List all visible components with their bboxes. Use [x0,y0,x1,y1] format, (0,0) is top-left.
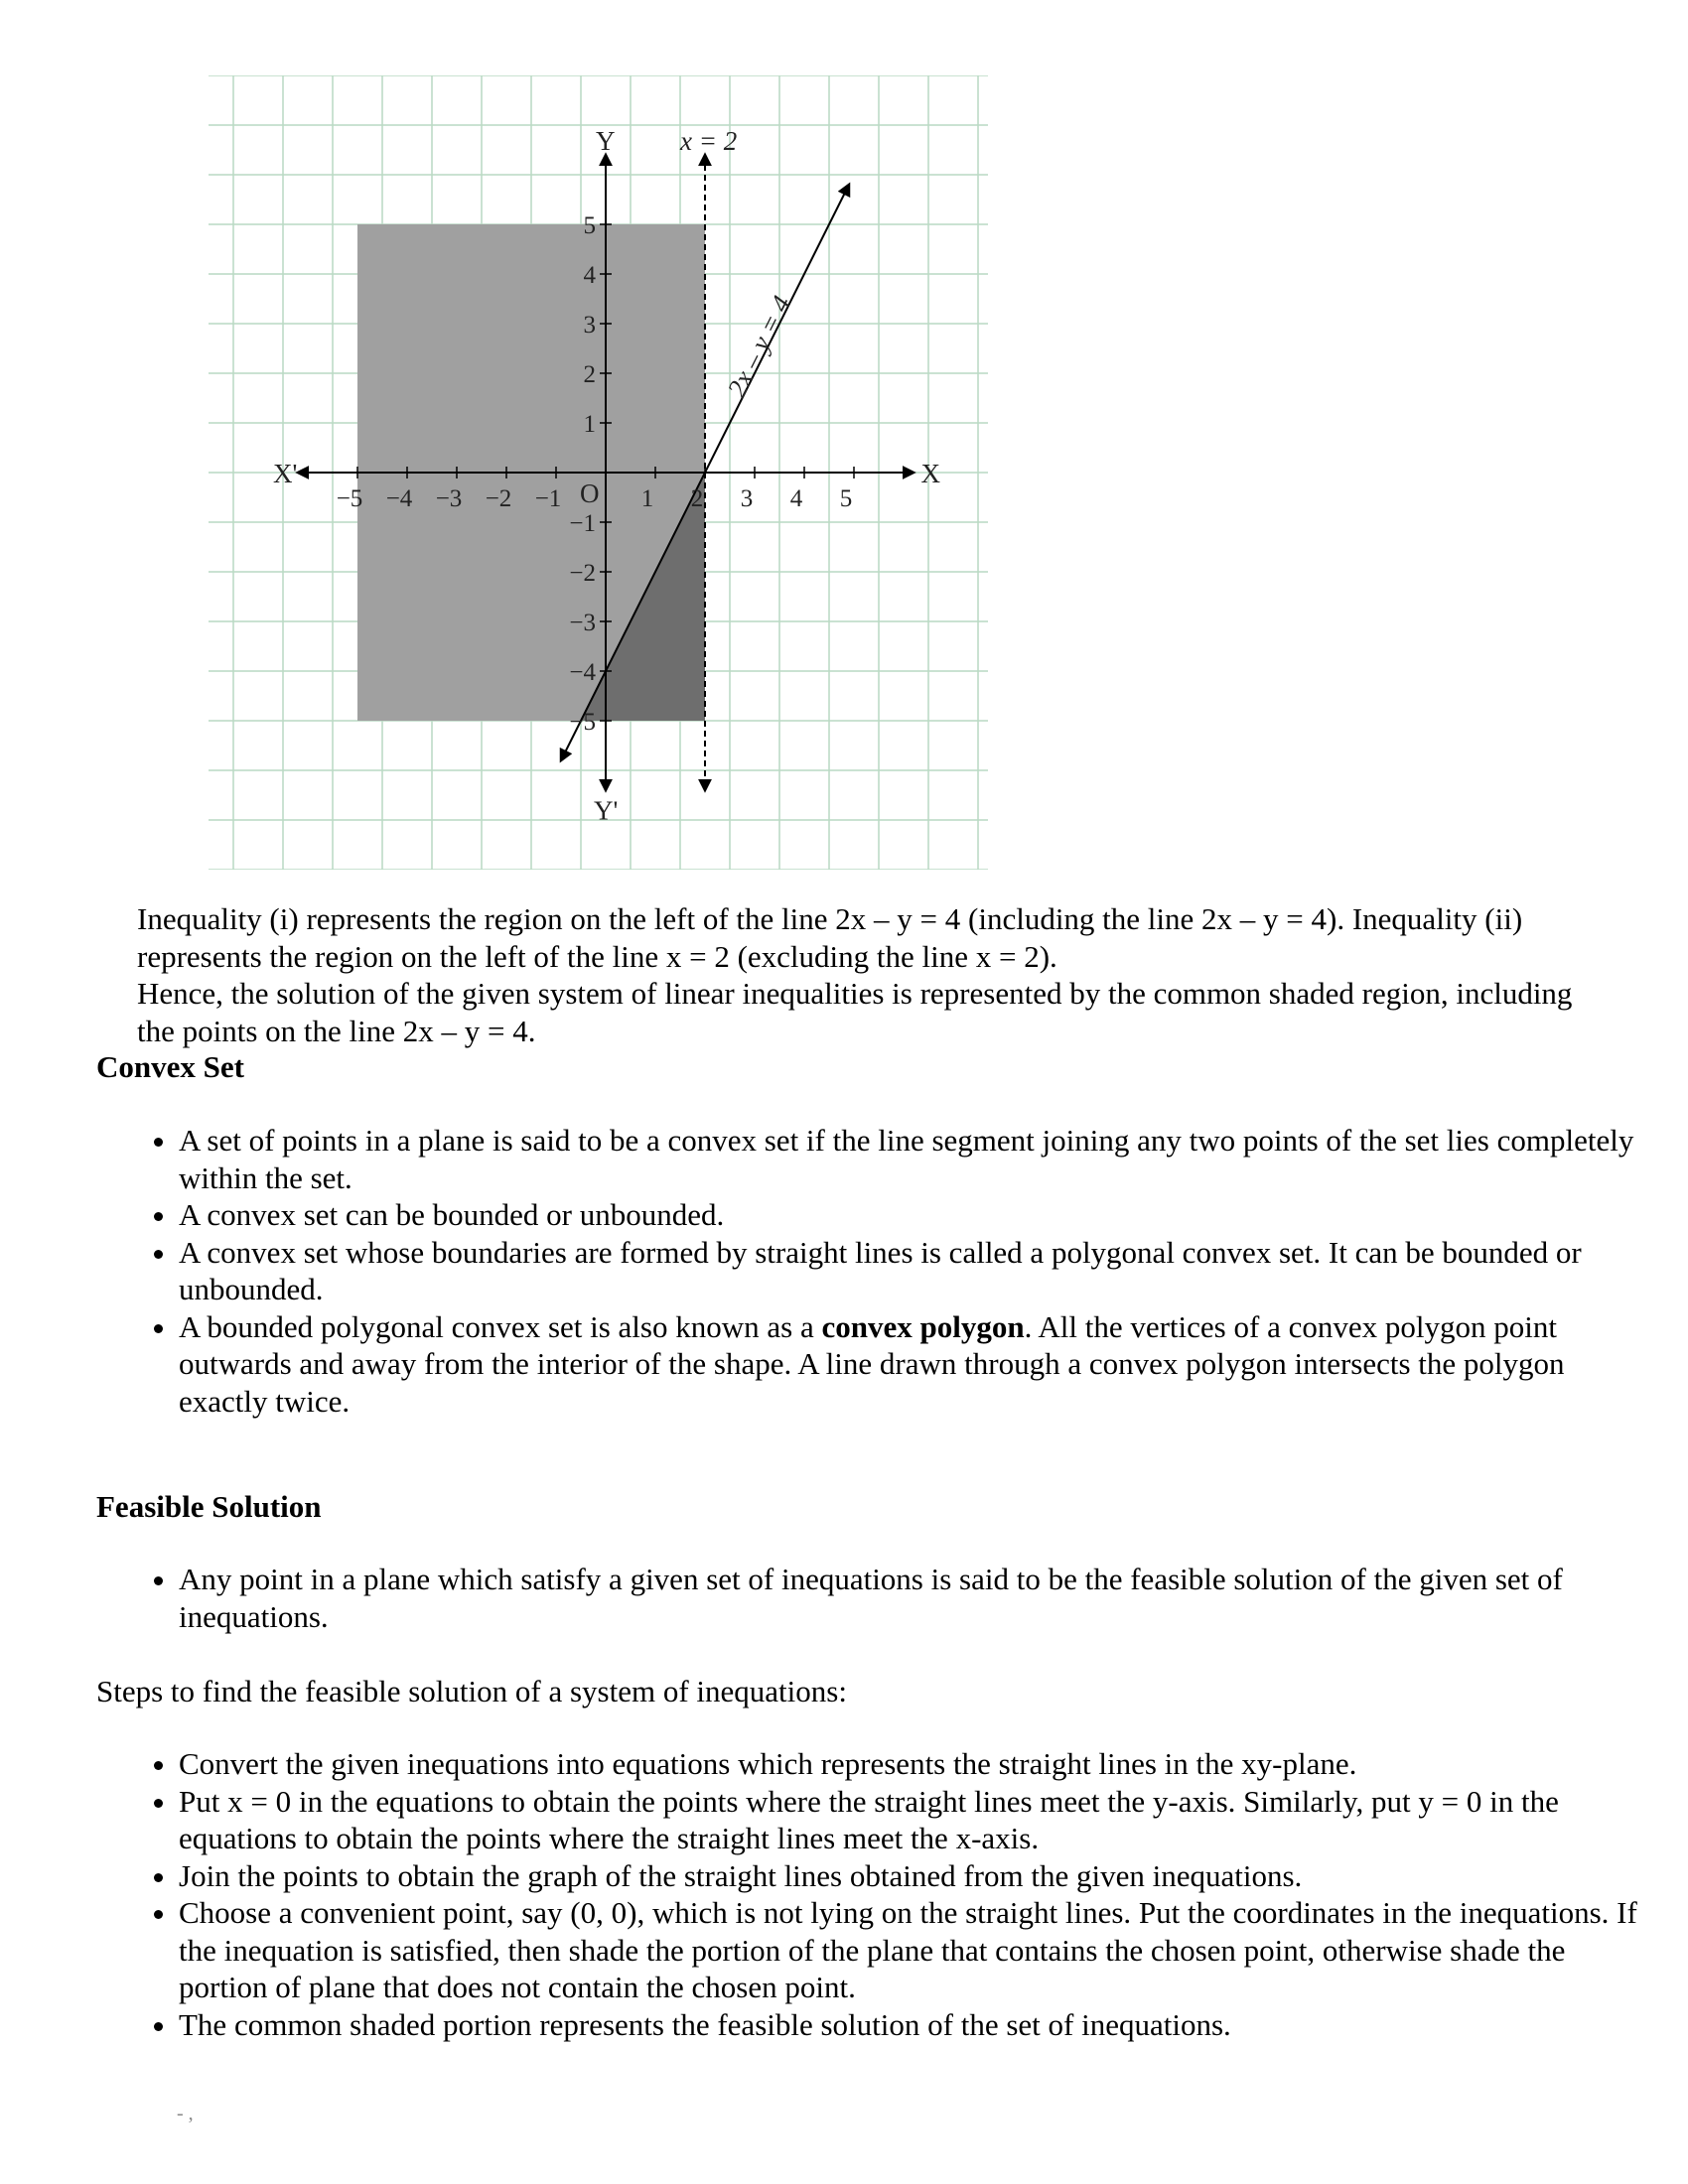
x-tick-label: −1 [534,485,562,512]
list-item: • Put x = 0 in the equations to obtain the points where the straight lines meet the y-axis. Similarly, put y = 0 in the equations to obtain the points where the straight lines meet the x-axis. [179,1783,1638,1857]
y-tick-label: 5 [583,212,596,239]
axis-label-x: X [920,459,940,488]
x-tick-label: −2 [485,485,512,512]
y-tick-label: 4 [583,262,596,289]
y-tick-label: −5 [569,709,596,736]
axis-label-y-neg: Y' [594,795,619,826]
list-item-text: . All the vertices of a convex polygon point outwards and away from the interior of the shape. A line drawn through a convex polygon intersects the polygon exactly twice. [179,1308,1565,1419]
list-item [179,1308,1638,1421]
list-item: • The common shaded portion represents the feasible solution of the set of inequations. [179,2006,1638,2044]
list-item: • Choose a convenient point, say (0, 0), which is not lying on the straight lines. Put the coordinates in the inequations. If the inequation is satisfied, then shade the portion of the plane that contains the chosen point, otherwise shade the portion of plane that does not contain the chosen point. [179,1894,1638,2006]
x-tick-label: 4 [789,485,803,512]
list-item: • A set of points in a plane is said to be a convex set if the line segment joining any two points of the set lies completely within the set. [179,1122,1638,1196]
y-tick-label: −2 [569,560,596,587]
list-item: • Convert the given inequations into equations which represents the straight lines in the xy-plane. [179,1745,1638,1783]
steps-list [137,1745,1638,2043]
inequality-graph [209,75,988,870]
steps-intro: Steps to find the feasible solution of a system of inequations: [96,1674,847,1708]
y-tick-label: −4 [569,659,596,686]
label-x-equals-2: x = 2 [680,126,738,156]
y-tick-label: −3 [569,610,596,636]
list-item: • A convex set can be bounded or unbounded. [179,1196,1638,1234]
x-tick-label: −5 [336,485,363,512]
paragraph-inequality-explanation: Inequality (i) represents the region on the left of the line 2x – y = 4 (including the line 2x – y = 4). Inequality (ii) represents the region on the left of the line x = 2 (excluding the line x = 2). [137,901,1523,974]
y-tick-label: 1 [583,411,596,438]
term-convex-polygon: convex polygon [821,1308,1025,1344]
axis-label-x-neg: X' [273,459,298,488]
label-2x-minus-y-equals-4: 2x – y = 4 [721,291,797,402]
x-tick-label: −3 [435,485,463,512]
origin-label: O [580,478,600,508]
y-tick-label: 3 [583,312,596,339]
convex-set-list [137,1122,1638,1420]
list-item: • A convex set whose boundaries are formed by straight lines is called a polygonal convex set. It can be bounded or unbounded. [179,1234,1638,1308]
feasible-solution-list [137,1561,1638,1635]
heading-feasible-solution: Feasible Solution [96,1489,322,1524]
x-tick-label: 5 [839,485,853,512]
y-tick-label: −1 [569,510,596,537]
y-tick-label: 2 [583,361,596,388]
x-tick-label: 1 [640,485,654,512]
list-item-text: A bounded polygonal convex set is also known as a [179,1308,822,1344]
footer-marks: - , [177,2103,194,2124]
heading-convex-set: Convex Set [96,1049,244,1084]
x-tick-label: 3 [740,485,754,512]
x-tick-label: −4 [385,485,413,512]
paragraph-solution-summary: Hence, the solution of the given system of linear inequalities is represented by the common shaded region, including the points on the line 2x – y = 4. [137,976,1573,1048]
list-item: • Any point in a plane which satisfy a given set of inequations is said to be the feasible solution of the given set of inequations. [179,1561,1638,1635]
list-item: • Join the points to obtain the graph of the straight lines obtained from the given inequations. [179,1857,1638,1895]
axis-label-y: Y [596,126,616,156]
x-tick-label: 2 [690,485,704,512]
